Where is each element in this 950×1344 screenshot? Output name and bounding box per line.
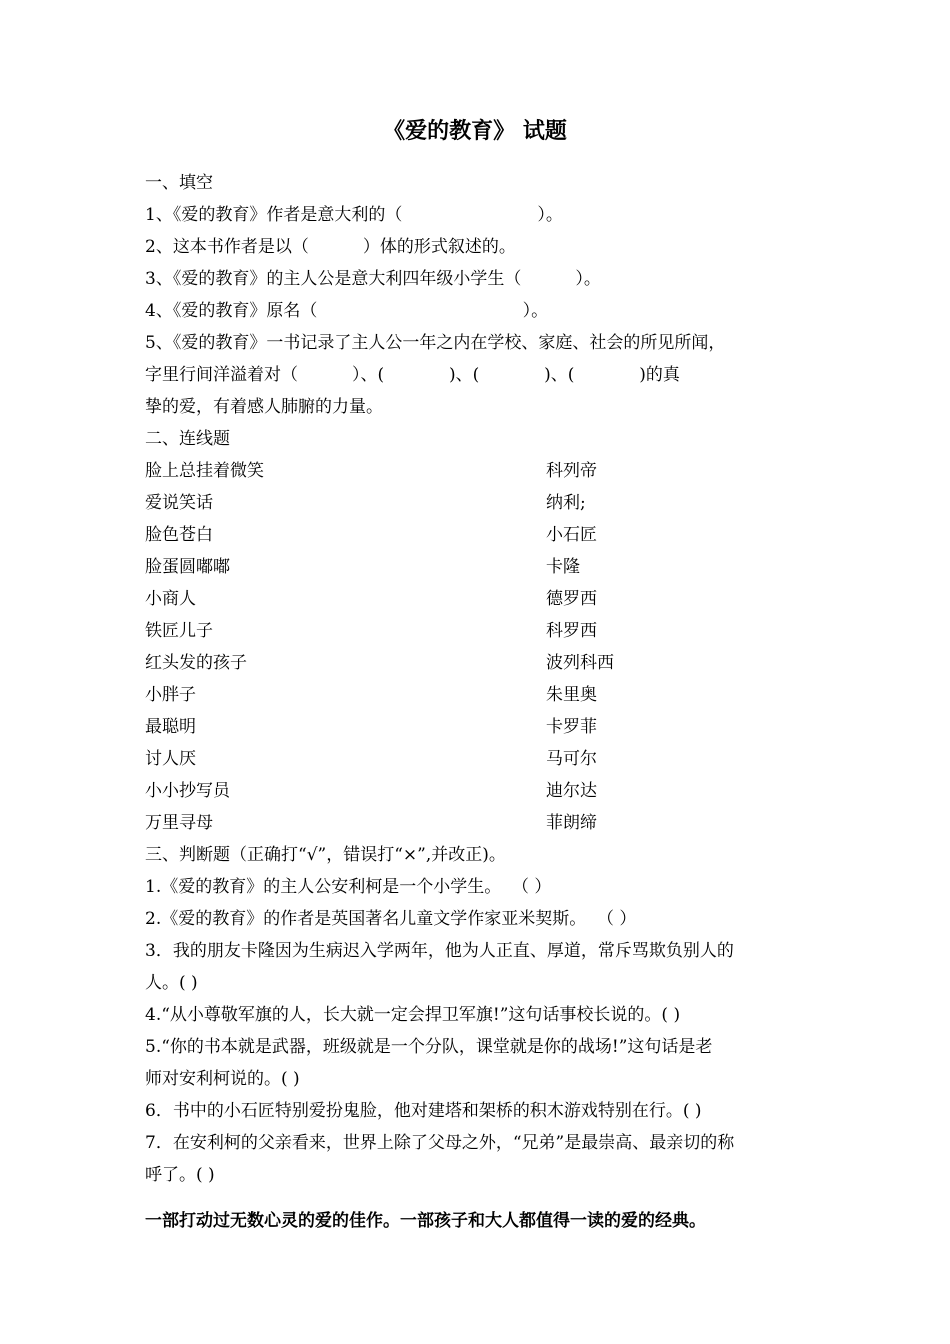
match-right-item: 小石匠 xyxy=(546,525,597,545)
match-right-item: 马可尔 xyxy=(546,749,597,769)
page-title: 《爱的教育》 试题 xyxy=(383,119,567,144)
fill-q4: 4、《爱的教育》原名（ ）。 xyxy=(145,301,549,321)
match-left-item: 铁匠儿子 xyxy=(145,621,213,641)
judge-q1: 1.《爱的教育》的主人公安利柯是一个小学生。 （ ） xyxy=(145,877,552,897)
match-right-item: 卡罗菲 xyxy=(546,717,597,737)
judge-q2: 2.《爱的教育》的作者是英国著名儿童文学作家亚米契斯。 （ ） xyxy=(145,909,637,929)
judge-q3-line1: 3．我的朋友卡隆因为生病迟入学两年，他为人正直、厚道，常斥骂欺负别人的 xyxy=(145,941,734,961)
match-right-item: 朱里奥 xyxy=(546,685,597,705)
match-left-item: 脸上总挂着微笑 xyxy=(145,461,264,481)
match-right-item: 德罗西 xyxy=(546,589,597,609)
judge-q4: 4.“从小尊敬军旗的人，长大就一定会捍卫军旗!”这句话事校长说的。( ) xyxy=(145,1005,681,1025)
fill-q3: 3、《爱的教育》的主人公是意大利四年级小学生（ ）。 xyxy=(145,269,601,289)
fill-q1: 1、《爱的教育》作者是意大利的（ ）。 xyxy=(145,205,563,225)
section2-heading: 二、连线题 xyxy=(145,429,230,449)
fill-q5-line2: 字里行间洋溢着对（ ）、( )、( )、( )的真 xyxy=(145,365,680,385)
match-right-item: 迪尔达 xyxy=(546,781,597,801)
judge-q7-line1: 7．在安利柯的父亲看来，世界上除了父母之外，“兄弟”是最崇高、最亲切的称 xyxy=(145,1133,735,1153)
match-right-item: 波列科西 xyxy=(546,653,614,673)
judge-q3-line2: 人。( ) xyxy=(145,973,198,993)
footer-tagline: 一部打动过无数心灵的爱的佳作。一部孩子和大人都值得一读的爱的经典。 xyxy=(145,1211,706,1231)
judge-q6: 6．书中的小石匠特别爱扮鬼脸，他对建塔和架桥的积木游戏特别在行。( ) xyxy=(145,1101,702,1121)
fill-q5-line1: 5、《爱的教育》一书记录了主人公一年之内在学校、家庭、社会的所见所闻， xyxy=(145,333,726,353)
match-left-item: 万里寻母 xyxy=(145,813,213,833)
match-left-item: 脸蛋圆嘟嘟 xyxy=(145,557,230,577)
match-right-item: 纳利; xyxy=(546,493,586,513)
match-right-item: 菲朗缔 xyxy=(546,813,597,833)
fill-q2: 2、这本书作者是以（ ）体的形式叙述的。 xyxy=(145,237,516,257)
match-left-item: 爱说笑话 xyxy=(145,493,213,513)
match-right-item: 卡隆 xyxy=(546,557,580,577)
match-right-item: 科列帝 xyxy=(546,461,597,481)
match-left-item: 小胖子 xyxy=(145,685,196,705)
match-left-item: 红头发的孩子 xyxy=(145,653,247,673)
judge-q7-line2: 呼了。( ) xyxy=(145,1165,215,1185)
section3-heading: 三、判断题（正确打“√”，错误打“×”,并改正)。 xyxy=(145,845,506,865)
match-left-item: 讨人厌 xyxy=(145,749,196,769)
judge-q5-line1: 5.“你的书本就是武器，班级就是一个分队，课堂就是你的战场!”这句话是老 xyxy=(145,1037,713,1057)
match-right-item: 科罗西 xyxy=(546,621,597,641)
match-left-item: 脸色苍白 xyxy=(145,525,213,545)
fill-q5-line3: 挚的爱，有着感人肺腑的力量。 xyxy=(145,397,383,417)
judge-q5-line2: 师对安利柯说的。( ) xyxy=(145,1069,300,1089)
match-left-item: 最聪明 xyxy=(145,717,196,737)
match-left-item: 小商人 xyxy=(145,589,196,609)
section1-heading: 一、填空 xyxy=(145,173,213,193)
match-left-item: 小小抄写员 xyxy=(145,781,230,801)
